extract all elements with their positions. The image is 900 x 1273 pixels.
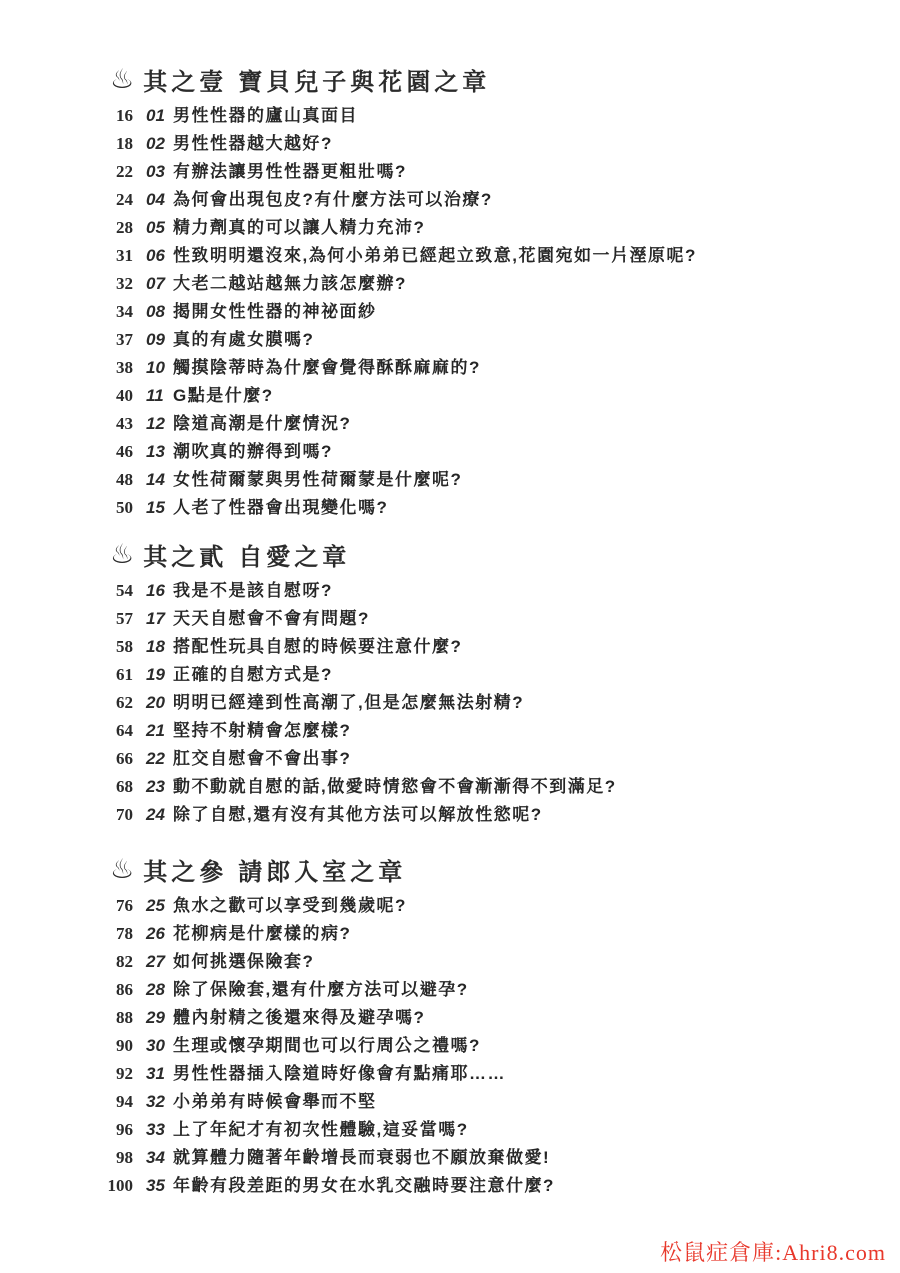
page-number: 40 (116, 386, 133, 405)
entry-title: 揭開女性性器的神祕面紗 (173, 302, 377, 321)
page-number: 82 (116, 952, 133, 971)
entry-number: 31 (146, 1064, 165, 1083)
entry-title: 如何挑選保險套? (173, 952, 315, 971)
toc-entry (85, 297, 900, 325)
entry-number: 29 (146, 1008, 165, 1027)
toc-entry (85, 744, 900, 772)
entry-number: 20 (146, 693, 165, 712)
page-number: 31 (116, 246, 133, 265)
toc-entry (85, 604, 900, 632)
section-title: 請郎入室之章 (238, 858, 407, 886)
section-chapter-2 (85, 537, 900, 828)
toc-entry (85, 409, 900, 437)
entry-number: 24 (146, 805, 165, 824)
section-part-label: 其之參 (143, 858, 228, 886)
entry-number: 33 (146, 1120, 165, 1139)
entry-title: 就算體力隨著年齡增長而衰弱也不願放棄做愛! (173, 1148, 551, 1167)
toc-entry (85, 325, 900, 353)
toc-entry (85, 716, 900, 744)
page-number: 86 (116, 980, 133, 999)
entry-title: 魚水之歡可以享受到幾歲呢? (173, 896, 407, 915)
toc-entry (85, 632, 900, 660)
entry-title: 有辦法讓男性性器更粗壯嗎? (173, 162, 407, 181)
entry-title: 我是不是該自慰呀? (173, 581, 333, 600)
toc-entry (85, 269, 900, 297)
section-part-label: 其之壹 (143, 68, 228, 96)
watermark: 松鼠症倉庫:Ahri8.com (660, 1240, 886, 1265)
toc-entry (85, 576, 900, 604)
entry-list (85, 101, 900, 521)
toc-entry (85, 891, 900, 919)
page-number: 100 (107, 1176, 133, 1195)
entry-number: 06 (146, 246, 165, 265)
toc-entry (85, 129, 900, 157)
entry-number: 26 (146, 924, 165, 943)
entry-number: 35 (146, 1176, 165, 1195)
section-title: 寶貝兒子與花園之章 (238, 68, 491, 96)
page-number: 46 (116, 442, 133, 461)
entry-number: 17 (146, 609, 165, 628)
entry-number: 07 (146, 274, 165, 293)
entry-title: 體內射精之後還來得及避孕嗎? (173, 1008, 426, 1027)
entry-number: 04 (146, 190, 165, 209)
toc-entry (85, 213, 900, 241)
page-number: 57 (116, 609, 133, 628)
entry-title: 生理或懷孕期間也可以行周公之禮嗎? (173, 1036, 481, 1055)
entry-title: 除了保險套,還有什麼方法可以避孕? (173, 980, 469, 999)
toc-entry (85, 493, 900, 521)
entry-title: 潮吹真的辦得到嗎? (173, 442, 333, 461)
page-number: 62 (116, 693, 133, 712)
entry-number: 08 (146, 302, 165, 321)
entry-number: 02 (146, 134, 165, 153)
page-number: 22 (116, 162, 133, 181)
page-number: 96 (116, 1120, 133, 1139)
page-number: 90 (116, 1036, 133, 1055)
entry-list (85, 891, 900, 1199)
toc-entry (85, 1003, 900, 1031)
entry-number: 18 (146, 637, 165, 656)
toc-entry (85, 465, 900, 493)
page-number: 43 (116, 414, 133, 433)
section-chapter-1 (85, 62, 900, 521)
page-number: 50 (116, 498, 133, 517)
page-number: 78 (116, 924, 133, 943)
toc-entry (85, 241, 900, 269)
entry-number: 34 (146, 1148, 165, 1167)
toc-entry (85, 1143, 900, 1171)
page-number: 16 (116, 106, 133, 125)
page-number: 54 (116, 581, 133, 600)
entry-number: 10 (146, 358, 165, 377)
entry-title: 小弟弟有時候會舉而不堅 (173, 1092, 377, 1111)
toc-entry (85, 185, 900, 213)
entry-number: 25 (146, 896, 165, 915)
entry-title: 天天自慰會不會有問題? (173, 609, 370, 628)
toc-entry (85, 1059, 900, 1087)
entry-number: 28 (146, 980, 165, 999)
page-number: 28 (116, 218, 133, 237)
toc-entry (85, 1031, 900, 1059)
entry-number: 15 (146, 498, 165, 517)
entry-title: 花柳病是什麼樣的病? (173, 924, 352, 943)
page-number: 66 (116, 749, 133, 768)
entry-number: 11 (146, 386, 164, 405)
page-number: 70 (116, 805, 133, 824)
toc-entry (85, 1171, 900, 1199)
entry-title: 明明已經達到性高潮了,但是怎麼無法射精? (173, 693, 525, 712)
entry-number: 19 (146, 665, 165, 684)
page-number: 64 (116, 721, 133, 740)
toc-entry (85, 1115, 900, 1143)
page-number: 88 (116, 1008, 133, 1027)
toc-entry (85, 800, 900, 828)
section-heading (110, 852, 900, 886)
entry-title: 男性性器插入陰道時好像會有點痛耶…… (173, 1064, 506, 1083)
entry-title: 為何會出現包皮?有什麼方法可以治療? (173, 190, 493, 209)
entry-title: 大老二越站越無力該怎麼辦? (173, 274, 407, 293)
page-number: 18 (116, 134, 133, 153)
entry-number: 23 (146, 777, 165, 796)
page-number: 98 (116, 1148, 133, 1167)
page-number: 92 (116, 1064, 133, 1083)
toc-entry (85, 947, 900, 975)
entry-number: 22 (146, 749, 165, 768)
entry-number: 27 (146, 952, 165, 971)
page-number: 34 (116, 302, 133, 321)
entry-title: 動不動就自慰的話,做愛時情慾會不會漸漸得不到滿足? (173, 777, 617, 796)
page-number: 37 (116, 330, 133, 349)
entry-number: 32 (146, 1092, 165, 1111)
entry-list (85, 576, 900, 828)
page-number: 61 (116, 665, 133, 684)
entry-number: 01 (146, 106, 165, 125)
page-number: 24 (116, 190, 133, 209)
hot-springs-icon: ♨ (110, 853, 135, 885)
toc-entry (85, 772, 900, 800)
entry-title: 女性荷爾蒙與男性荷爾蒙是什麼呢? (173, 470, 463, 489)
toc-entry (85, 1087, 900, 1115)
entry-number: 30 (146, 1036, 165, 1055)
page-number: 58 (116, 637, 133, 656)
entry-title: 堅持不射精會怎麼樣? (173, 721, 352, 740)
toc-entry (85, 101, 900, 129)
entry-title: 人老了性器會出現變化嗎? (173, 498, 389, 517)
toc-entry (85, 381, 900, 409)
entry-title: 除了自慰,還有沒有其他方法可以解放性慾呢? (173, 805, 543, 824)
entry-number: 16 (146, 581, 165, 600)
section-chapter-3 (85, 852, 900, 1199)
entry-title: 觸摸陰蒂時為什麼會覺得酥酥麻麻的? (173, 358, 481, 377)
toc-entry (85, 919, 900, 947)
entry-title: 男性性器的廬山真面目 (173, 106, 358, 125)
entry-title: 性致明明還沒來,為何小弟弟已經起立致意,花園宛如一片溼原呢? (173, 246, 697, 265)
entry-number: 03 (146, 162, 165, 181)
entry-title: 陰道高潮是什麼情況? (173, 414, 352, 433)
entry-number: 05 (146, 218, 165, 237)
entry-title: G點是什麼? (173, 386, 274, 405)
entry-number: 12 (146, 414, 165, 433)
entry-number: 21 (146, 721, 165, 740)
hot-springs-icon: ♨ (110, 538, 135, 570)
section-heading (110, 537, 900, 571)
entry-title: 精力劑真的可以讓人精力充沛? (173, 218, 426, 237)
toc-entry (85, 660, 900, 688)
toc-entry (85, 688, 900, 716)
toc-entry (85, 437, 900, 465)
page-number: 48 (116, 470, 133, 489)
page-number: 76 (116, 896, 133, 915)
entry-title: 正確的自慰方式是? (173, 665, 333, 684)
section-title: 自愛之章 (238, 543, 351, 571)
toc-entry (85, 975, 900, 1003)
entry-title: 搭配性玩具自慰的時候要注意什麼? (173, 637, 463, 656)
hot-springs-icon: ♨ (110, 63, 135, 95)
entry-title: 上了年紀才有初次性體驗,這妥當嗎? (173, 1120, 469, 1139)
page-number: 32 (116, 274, 133, 293)
page-number: 38 (116, 358, 133, 377)
toc-entry (85, 157, 900, 185)
entry-title: 年齡有段差距的男女在水乳交融時要注意什麼? (173, 1176, 555, 1195)
entry-title: 男性性器越大越好? (173, 134, 333, 153)
entry-number: 14 (146, 470, 165, 489)
entry-title: 肛交自慰會不會出事? (173, 749, 352, 768)
section-part-label: 其之貳 (143, 543, 228, 571)
entry-number: 09 (146, 330, 165, 349)
section-heading (110, 62, 900, 96)
entry-title: 真的有處女膜嗎? (173, 330, 315, 349)
entry-number: 13 (146, 442, 165, 461)
page-number: 94 (116, 1092, 133, 1111)
toc-entry (85, 353, 900, 381)
page-number: 68 (116, 777, 133, 796)
